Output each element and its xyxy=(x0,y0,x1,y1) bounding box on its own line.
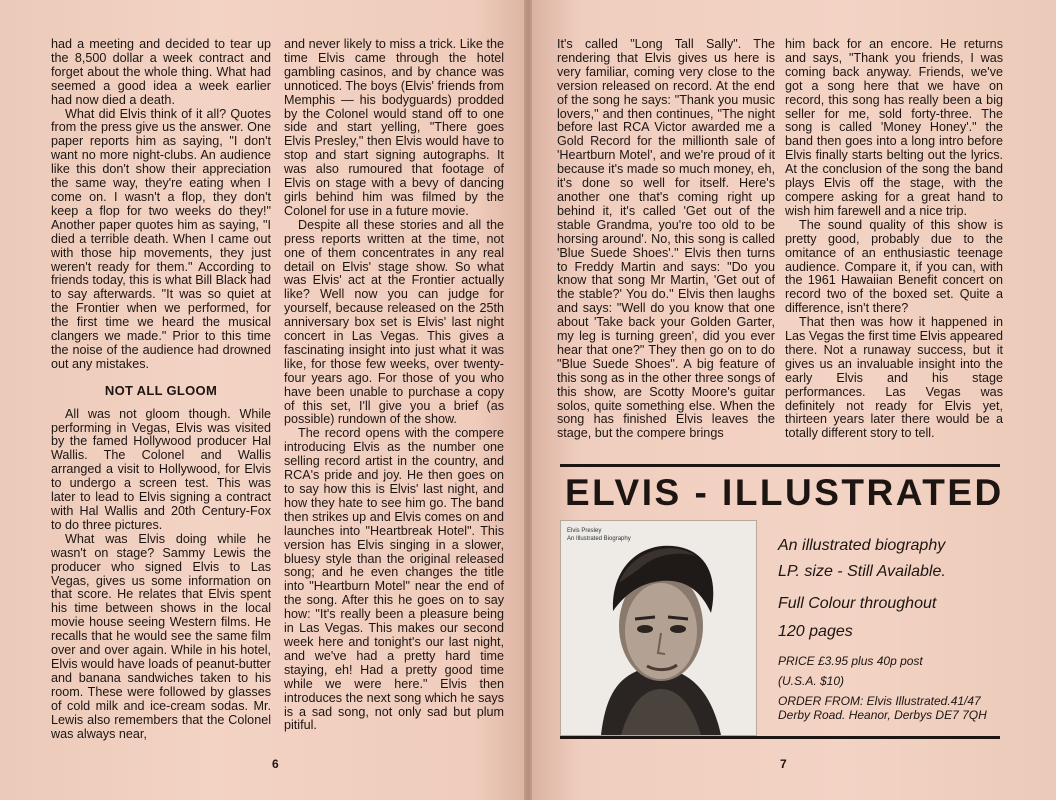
ad-usa-price: (U.S.A. $10) xyxy=(778,674,845,688)
paragraph: It's called "Long Tall Sally". The rendering that Elvis gives us here is very familiar, coming very close to the version released on record. At the end of the song he says: "Thank you music lovers," and then continues, "The night before last RCA Victor awarded me a Gold Record for the millionth sale of 'Heartburn Motel', and we're proud of it because it's made so much money, eh, it's done so well for itself. Here's another one that's coming right up behind it, it's called 'Get out of the stable Grandma, you're too old to be horsing around'. No, this song is called 'Blue Suede Shoes'." Elvis then turns to Freddy Martin and says: "Do you know that song Mr Martin, 'Get out of the stable?' You do." Elvis then laughs and says: "Well do you know that one about 'Take back your Golden Garter, my leg is turning green', did you ever hear that one?" They then go on to do "Blue Suede Shoes". A big feature of this song as in the other three songs of this show, are Scotty Moore's guitar solos, quite something else. When the song has finished Elvis leaves the stage, but the compere brings xyxy=(557,37,775,441)
ad-order-address-2: Derby Road. Heanor, Derbys DE7 7QH xyxy=(778,708,987,722)
ad-title: ELVIS - ILLUSTRATED xyxy=(565,472,1004,513)
ad-price: PRICE £3.95 plus 40p post xyxy=(778,654,923,668)
paragraph: What did Elvis think of it all? Quotes from the press give us the answer. One paper reports him as saying, "I don't want no more night-clubs. An audience like this don't show their appreciation the same way, they're eating when I come on. I wasn't a flop, they don't keep a flop for two weeks do they!" Another paper quotes him as saying, "I died a terrible death. When I came out with those hip movements, they just weren't ready for them." According to friends today, this is what Bill Black had to say afterwards. "It was so quiet at the Frontier when we performed, for the first time we heard the musical clangers we made." Prior to this time the noise of the audience had drowned out any mistakes. xyxy=(51,106,271,371)
paragraph: The sound quality of this show is pretty good, probably due to the omitance of an enthusiastic teenage audience. Compare it, if you can, with the 1961 Hawaiian Benefit concert on record two of the boxed set. Quite a difference, isn't there? xyxy=(785,217,1003,316)
cover-line: An Illustrated Biography xyxy=(567,536,631,542)
elvis-portrait-illustration xyxy=(561,521,756,735)
ad-format: LP. size - Still Available. xyxy=(778,563,946,580)
section-heading: NOT ALL GLOOM xyxy=(104,382,218,398)
paragraph: had a meeting and decided to tear up the 8,500 dollar a week contract and forget about the whole thing. What had seemed a good idea a week earlier had now died a death. xyxy=(51,37,271,107)
paragraph: him back for an encore. He returns and says, "Thank you friends, I was coming back anyway. Friends, we've got a song here that we have on record, this song has really been a big seller for me, sold forty-three. The song is called 'Money Honey'." the band then goes into a long intro before Elvis finally starts belting out the lyrics. At the conclusion of the song the band plays Elvis off the stage, with the compere asking for a great hand to wish him farewell and a nice trip. xyxy=(785,37,1003,218)
article-column-3 xyxy=(557,38,775,441)
ad-colour: Full Colour throughout xyxy=(778,595,937,612)
ad-bottom-rule xyxy=(560,736,1000,739)
paragraph: Despite all these stories and all the press reports written at the time, not one of them concentrates in any real detail on Elvis' stage show. So what was Elvis' act at the Frontier actually like? Well now you can judge for yourself, because released on the 25th anniversary box set is Elvis' last night concert in Las Vegas. This gives a fascinating insight into just what it was like, for those few weeks, over twenty-four years ago. For those of you who have been unable to purchase a copy of this set, I'll give you a brief (as possible) rundown of the show. xyxy=(284,217,504,427)
paragraph: What was Elvis doing while he wasn't on stage? Sammy Lewis the producer who signed Elvis to Las Vegas, gives us some information on that score. He relates that Elvis spent his time between shows in the local movie house seeing Western films. He recalls that he would see the same film over and over again. While in his hotel, Elvis would have loads of peanut-butter and banana sandwiches taken to his room. These were followed by glasses of cold milk and ice-cream sodas. Mr. Lewis also remembers that the Colonel was always near, xyxy=(51,531,271,741)
article-column-1 xyxy=(51,38,271,741)
page-gutter xyxy=(524,0,532,800)
page-number: 6 xyxy=(272,757,279,771)
cover-title xyxy=(567,527,631,543)
article-column-2 xyxy=(284,38,504,733)
paragraph: That then was how it happened in Las Vegas the first time Elvis appeared there. Not a runaway success, but it gives us an invaluable insight into the early Elvis and his stage performances. Las Vegas was definitely not ready for Elvis yet, thirteen years later there would be a totally different story to tell. xyxy=(785,315,1003,441)
ad-pages: 120 pages xyxy=(778,623,853,640)
paragraph: The record opens with the compere introducing Elvis as the number one selling record artist in the country, and RCA's pride and joy. He then goes on to say how this is Elvis' last night, and how they hate to see him go. The band then strikes up and Elvis comes on and launches into "Heartbreak Hotel". This version has Elvis singing in a slower, bluesy style than the original released song; and he even changes the title into "Heartburn Motel" near the end of the song. After this he goes on to say how: "It's really been a pleasure being in Las Vegas. This makes our second week here and tonight's our last night, and we've had a pretty hard time staying, eh! Had a pretty good time while we were here." Elvis then introduces the next song which he says is a sad song, not only sad but plum pitiful. xyxy=(284,426,504,733)
ad-description: An illustrated biography xyxy=(778,537,946,554)
page-number: 7 xyxy=(780,757,787,771)
ad-top-rule xyxy=(560,464,1000,467)
book-cover-image xyxy=(560,520,757,736)
cover-line: Elvis Presley xyxy=(567,528,602,534)
ad-order-address: ORDER FROM: Elvis Illustrated.41/47 xyxy=(778,694,981,708)
paragraph: and never likely to miss a trick. Like the time Elvis came through the hotel gambling casinos, and by chance was unnoticed. The boys (Elvis' friends from Memphis — his bodyguards) prodded by the Colonel would stand off to one side and start yelling, "There goes Elvis Presley," then Elvis would have to stop and start signing autographs. It was also rumoured that footage of Elvis on stage with a bevy of dancing girls behind him was filmed by the Colonel for use in a future movie. xyxy=(284,37,504,218)
paragraph: All was not gloom though. While performing in Vegas, Elvis was visited by the famed Hollywood producer Hal Wallis. The Colonel and Wallis arranged a visit to Hollywood, for Elvis to undergo a screen test. This was later to lead to Elvis signing a contract with Hal Wallis and 20th Century-Fox to do three pictures. xyxy=(51,406,271,532)
article-column-4 xyxy=(785,38,1003,441)
